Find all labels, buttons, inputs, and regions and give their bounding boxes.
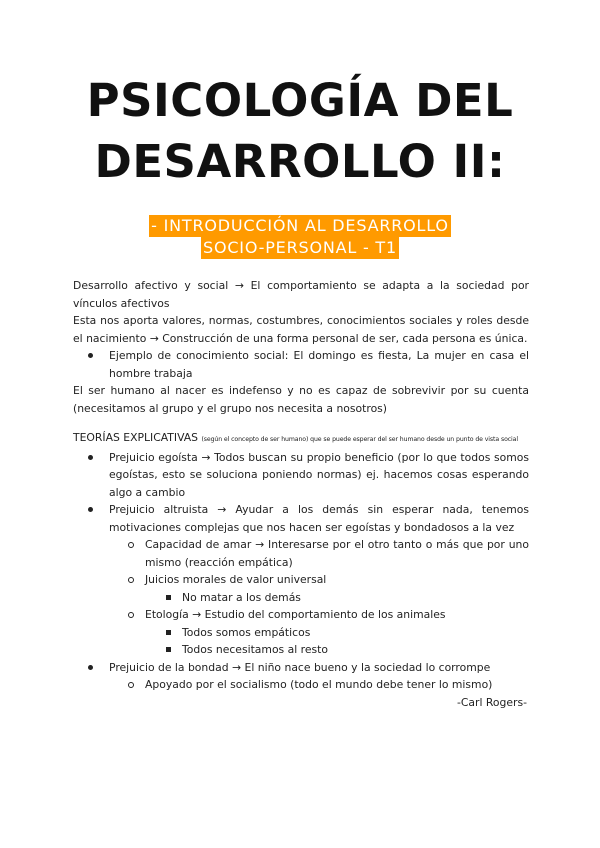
list-item xyxy=(73,676,529,694)
example-list xyxy=(73,347,529,382)
bullet-square-icon xyxy=(166,647,171,652)
document-title xyxy=(0,70,600,192)
paragraph-values-norms: Esta nos aporta valores, normas, costumbres, conocimientos sociales y roles desde el nacimiento → Construcción de una forma personal de ser, cada persona es única. xyxy=(73,314,529,345)
theories-heading-text: TEORÍAS EXPLICATIVAS xyxy=(73,431,199,444)
bullet-circle-icon xyxy=(128,682,134,688)
bullet-circle-icon xyxy=(128,577,134,583)
bullet-circle-icon xyxy=(128,612,134,618)
list-item xyxy=(73,536,529,571)
bullet-square-icon xyxy=(166,595,171,600)
list-item-text: Prejuicio de la bondad → El niño nace bueno y la sociedad lo corrompe xyxy=(109,660,491,674)
list-item xyxy=(73,624,529,642)
list-item xyxy=(73,641,529,659)
paragraph-human-helpless: El ser humano al nacer es indefenso y no es capaz de sobrevivir por su cuenta (necesitamos al grupo y el grupo nos necesita a nosotros) xyxy=(73,384,529,415)
title-line-2: DESARROLLO II: xyxy=(94,135,506,188)
list-item-text: Apoyado por el socialismo (todo el mundo debe tener lo mismo) xyxy=(145,678,493,691)
list-item-text: Prejuicio egoísta → Todos buscan su propio beneficio (por lo que todos somos egoístas, esto se soluciona poniendo normas) ej. hacemos cosas esperando algo a cambio xyxy=(109,450,529,499)
bullet-square-icon xyxy=(166,630,171,635)
list-item-text: Todos somos empáticos xyxy=(182,625,311,639)
subtitle-line-1: - INTRODUCCIÓN AL DESARROLLO xyxy=(151,216,449,235)
list-item-text: No matar a los demás xyxy=(182,590,301,604)
list-item-text: Juicios morales de valor universal xyxy=(145,573,327,586)
theories-list xyxy=(73,449,529,694)
list-item xyxy=(73,501,529,536)
bullet-disc-icon xyxy=(88,455,93,460)
subtitle-line-2: SOCIO-PERSONAL - T1 xyxy=(202,238,397,257)
signature: -Carl Rogers- xyxy=(456,695,527,709)
list-item-text: Ejemplo de conocimiento social: El domingo es fiesta, La mujer en casa el hombre trabaja xyxy=(109,349,529,380)
title-line-1: PSICOLOGÍA DEL xyxy=(86,74,514,127)
list-item xyxy=(73,449,529,502)
bullet-disc-icon xyxy=(88,353,93,358)
list-item-text: Capacidad de amar → Interesarse por el otro tanto o más que por uno mismo (reacción empática) xyxy=(145,538,529,569)
list-item-text: Todos necesitamos al resto xyxy=(182,643,328,656)
list-item xyxy=(73,571,529,589)
list-item xyxy=(73,606,529,624)
bullet-disc-icon xyxy=(88,507,93,512)
theories-note: (según el concepto de ser humano) que se puede esperar del ser humano desde un punto de vista social xyxy=(201,436,518,443)
document-body xyxy=(73,277,529,711)
paragraph-affective-social: Desarrollo afectivo y social → El comportamiento se adapta a la sociedad por vínculos afectivos xyxy=(73,279,529,310)
list-item xyxy=(73,347,529,382)
list-item xyxy=(73,659,529,677)
bullet-circle-icon xyxy=(128,542,134,548)
list-item-text: Etología → Estudio del comportamiento de los animales xyxy=(145,608,446,621)
bullet-disc-icon xyxy=(88,665,93,670)
list-item xyxy=(73,589,529,607)
theories-heading xyxy=(73,429,529,449)
subtitle-highlight xyxy=(0,215,600,259)
list-item-text: Prejuicio altruista → Ayudar a los demás sin esperar nada, tenemos motivaciones complejas que nos hacen ser egoístas y bondadosos a la vez xyxy=(109,503,529,534)
